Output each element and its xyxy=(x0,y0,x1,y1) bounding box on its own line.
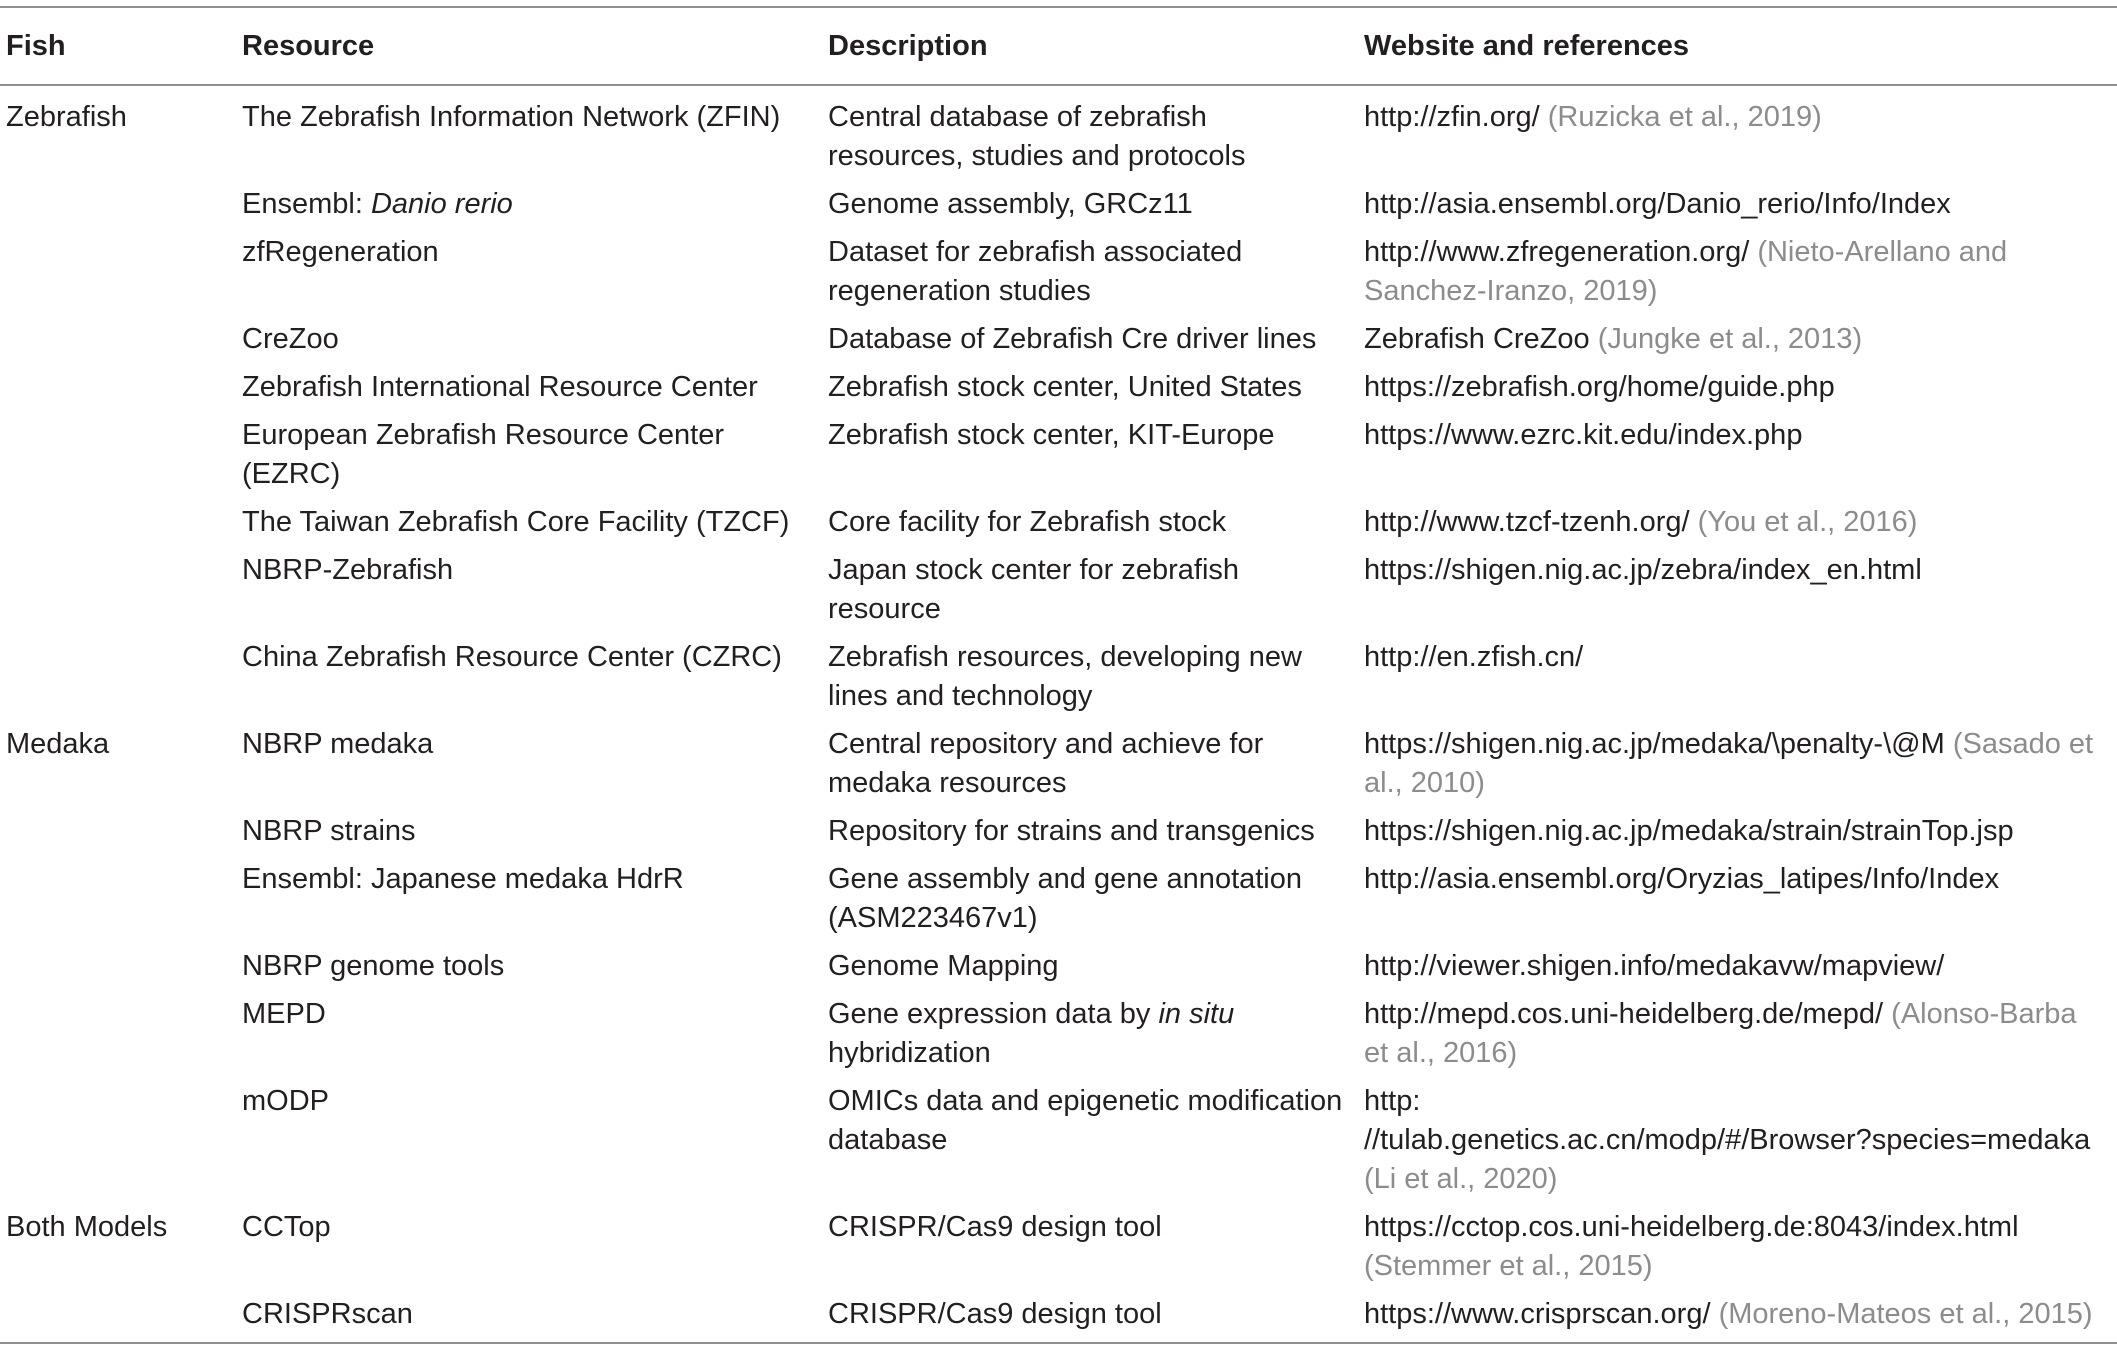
cell-resource: NBRP medaka xyxy=(242,728,434,760)
cell-website xyxy=(1358,720,2117,807)
table-row xyxy=(0,633,2117,720)
cell-resource: CreZoo xyxy=(242,323,339,355)
url-line-2: //tulab.genetics.ac.cn/modp/#/Browser?species=medaka xyxy=(1364,1124,2091,1156)
table-row xyxy=(0,180,2117,228)
cell-fish xyxy=(0,807,236,855)
table-row xyxy=(0,1077,2117,1203)
website-link[interactable]: https://www.crisprscan.org/ xyxy=(1364,1298,1711,1330)
cell-description: OMICs data and epigenetic modification database xyxy=(828,1085,1343,1156)
website-link[interactable]: https://shigen.nig.ac.jp/medaka/strain/strainTop.jsp xyxy=(1364,815,2014,847)
cell-website xyxy=(1358,942,2117,990)
cell-website xyxy=(1358,228,2117,315)
citation-link[interactable]: (Sasado et al., 2010) xyxy=(1364,728,2094,799)
website-link[interactable]: https://cctop.cos.uni-heidelberg.de:8043/index.html xyxy=(1364,1211,2019,1243)
table-row xyxy=(0,411,2117,498)
cell-fish xyxy=(0,180,236,228)
cell-website xyxy=(1358,1290,2117,1343)
cell-resource: NBRP genome tools xyxy=(242,950,505,982)
cell-website xyxy=(1358,855,2117,942)
cell-resource: zfRegeneration xyxy=(242,236,439,268)
table-row xyxy=(0,855,2117,942)
cell-website xyxy=(1358,498,2117,546)
cell-website xyxy=(1358,180,2117,228)
cell-description: CRISPR/Cas9 design tool xyxy=(828,1211,1162,1243)
cell-fish xyxy=(0,942,236,990)
website-link[interactable]: http://viewer.shigen.info/medakavw/mapview/ xyxy=(1364,950,1945,982)
cell-description: Central database of zebrafish resources, studies and protocols xyxy=(828,101,1246,172)
table-row xyxy=(0,315,2117,363)
website-link[interactable] xyxy=(1364,1085,2090,1156)
cell-description: Zebrafish stock center, KIT-Europe xyxy=(828,419,1275,451)
cell-description: Core facility for Zebrafish stock xyxy=(828,506,1227,538)
website-link[interactable]: http://asia.ensembl.org/Danio_rerio/Info/Index xyxy=(1364,188,1951,220)
cell-fish xyxy=(0,315,236,363)
citation-link[interactable]: (Ruzicka et al., 2019) xyxy=(1547,101,1822,133)
table-row xyxy=(0,1203,2117,1290)
citation-link[interactable]: (Jungke et al., 2013) xyxy=(1597,323,1863,355)
header-description: Description xyxy=(828,29,988,62)
website-link[interactable]: Zebrafish CreZoo xyxy=(1364,323,1590,355)
cell-resource: NBRP-Zebrafish xyxy=(242,554,454,586)
cell-resource: The Zebrafish Information Network (ZFIN) xyxy=(242,101,781,133)
table-body xyxy=(0,85,2117,1343)
cell-description: Japan stock center for zebrafish resource xyxy=(828,554,1240,625)
cell-resource: Ensembl: Japanese medaka HdrR xyxy=(242,863,684,895)
cell-website xyxy=(1358,411,2117,498)
header-resource: Resource xyxy=(242,29,375,62)
cell-website xyxy=(1358,807,2117,855)
citation-link[interactable]: (Stemmer et al., 2015) xyxy=(1364,1250,1653,1282)
table-row xyxy=(0,363,2117,411)
cell-fish xyxy=(0,633,236,720)
citation-link[interactable]: (You et al., 2016) xyxy=(1697,506,1918,538)
citation-link[interactable]: (Moreno-Mateos et al., 2015) xyxy=(1718,1298,2093,1330)
table-row xyxy=(0,990,2117,1077)
cell-description: Genome Mapping xyxy=(828,950,1059,982)
website-link[interactable]: https://shigen.nig.ac.jp/zebra/index_en.html xyxy=(1364,554,1922,586)
cell-description: CRISPR/Cas9 design tool xyxy=(828,1298,1162,1330)
cell-fish: Zebrafish xyxy=(6,101,127,133)
website-link[interactable]: http://www.zfregeneration.org/ xyxy=(1364,236,1750,268)
header-row xyxy=(0,7,2117,85)
cell-website xyxy=(1358,85,2117,180)
cell-fish xyxy=(0,498,236,546)
table-row xyxy=(0,1290,2117,1343)
cell-resource: CCTop xyxy=(242,1211,331,1243)
cell-description: Central repository and achieve for medaka resources xyxy=(828,728,1264,799)
website-link[interactable]: http://www.tzcf-tzenh.org/ xyxy=(1364,506,1690,538)
citation-link[interactable]: (Li et al., 2020) xyxy=(1364,1163,1558,1195)
cell-description: Dataset for zebrafish associated regeneration studies xyxy=(828,236,1243,307)
cell-fish xyxy=(0,228,236,315)
cell-website xyxy=(1358,363,2117,411)
table-row xyxy=(0,228,2117,315)
description-italic: in situ xyxy=(1158,998,1235,1030)
cell-fish xyxy=(0,855,236,942)
table-row xyxy=(0,546,2117,633)
resource-prefix: Ensembl: xyxy=(242,188,371,220)
table-row xyxy=(0,85,2117,180)
table-row xyxy=(0,498,2117,546)
website-link[interactable]: http://zfin.org/ xyxy=(1364,101,1540,133)
cell-description: Gene assembly and gene annotation (ASM223467v1) xyxy=(828,863,1303,934)
cell-website xyxy=(1358,1077,2117,1203)
cell-resource: CRISPRscan xyxy=(242,1298,413,1330)
cell-website xyxy=(1358,315,2117,363)
cell-website xyxy=(1358,633,2117,720)
cell-website xyxy=(1358,1203,2117,1290)
cell-fish xyxy=(0,363,236,411)
cell-fish xyxy=(0,990,236,1077)
website-link[interactable]: http://en.zfish.cn/ xyxy=(1364,641,1584,673)
cell-website xyxy=(1358,990,2117,1077)
table-row xyxy=(0,720,2117,807)
cell-resource xyxy=(236,180,822,228)
cell-resource: MEPD xyxy=(242,998,326,1030)
cell-resource: Zebrafish International Resource Center xyxy=(242,371,758,403)
cell-description xyxy=(822,990,1358,1077)
table-row xyxy=(0,807,2117,855)
cell-resource: The Taiwan Zebrafish Core Facility (TZCF) xyxy=(242,506,790,538)
cell-resource: NBRP strains xyxy=(242,815,416,847)
cell-resource: European Zebrafish Resource Center (EZRC) xyxy=(242,419,724,490)
cell-fish: Medaka xyxy=(6,728,110,760)
header-website: Website and references xyxy=(1364,29,1690,62)
website-link[interactable]: http://asia.ensembl.org/Oryzias_latipes/Info/Index xyxy=(1364,863,2000,895)
resource-species: Danio rerio xyxy=(370,188,513,220)
description-prefix: Gene expression data by xyxy=(828,998,1159,1030)
fish-resources-table xyxy=(0,6,2117,1344)
cell-description: Zebrafish resources, developing new lines and technology xyxy=(828,641,1302,712)
website-link[interactable]: https://zebrafish.org/home/guide.php xyxy=(1364,371,1835,403)
cell-fish: Both Models xyxy=(6,1211,168,1243)
website-link[interactable]: https://www.ezrc.kit.edu/index.php xyxy=(1364,419,1803,451)
cell-fish xyxy=(0,1077,236,1203)
citation-link[interactable]: (Nieto-Arellano and Sanchez-Iranzo, 2019) xyxy=(1364,236,2008,307)
cell-fish xyxy=(0,411,236,498)
url-line-1: http: xyxy=(1364,1085,1421,1117)
cell-description: Database of Zebrafish Cre driver lines xyxy=(828,323,1317,355)
table-header xyxy=(0,7,2117,85)
cell-fish xyxy=(0,546,236,633)
citation-link[interactable]: (Alonso-Barba et al., 2016) xyxy=(1364,998,2077,1069)
cell-resource: China Zebrafish Resource Center (CZRC) xyxy=(242,641,782,673)
description-suffix: hybridization xyxy=(828,1037,991,1069)
cell-website xyxy=(1358,546,2117,633)
cell-resource: mODP xyxy=(242,1085,329,1117)
table-row xyxy=(0,942,2117,990)
header-fish: Fish xyxy=(6,29,66,62)
website-link[interactable]: https://shigen.nig.ac.jp/medaka/\penalty-\@M xyxy=(1364,728,1945,760)
cell-description: Zebrafish stock center, United States xyxy=(828,371,1302,403)
website-link[interactable]: http://mepd.cos.uni-heidelberg.de/mepd/ xyxy=(1364,998,1884,1030)
cell-description: Repository for strains and transgenics xyxy=(828,815,1315,847)
cell-fish xyxy=(0,1290,236,1343)
cell-description: Genome assembly, GRCz11 xyxy=(828,188,1193,220)
